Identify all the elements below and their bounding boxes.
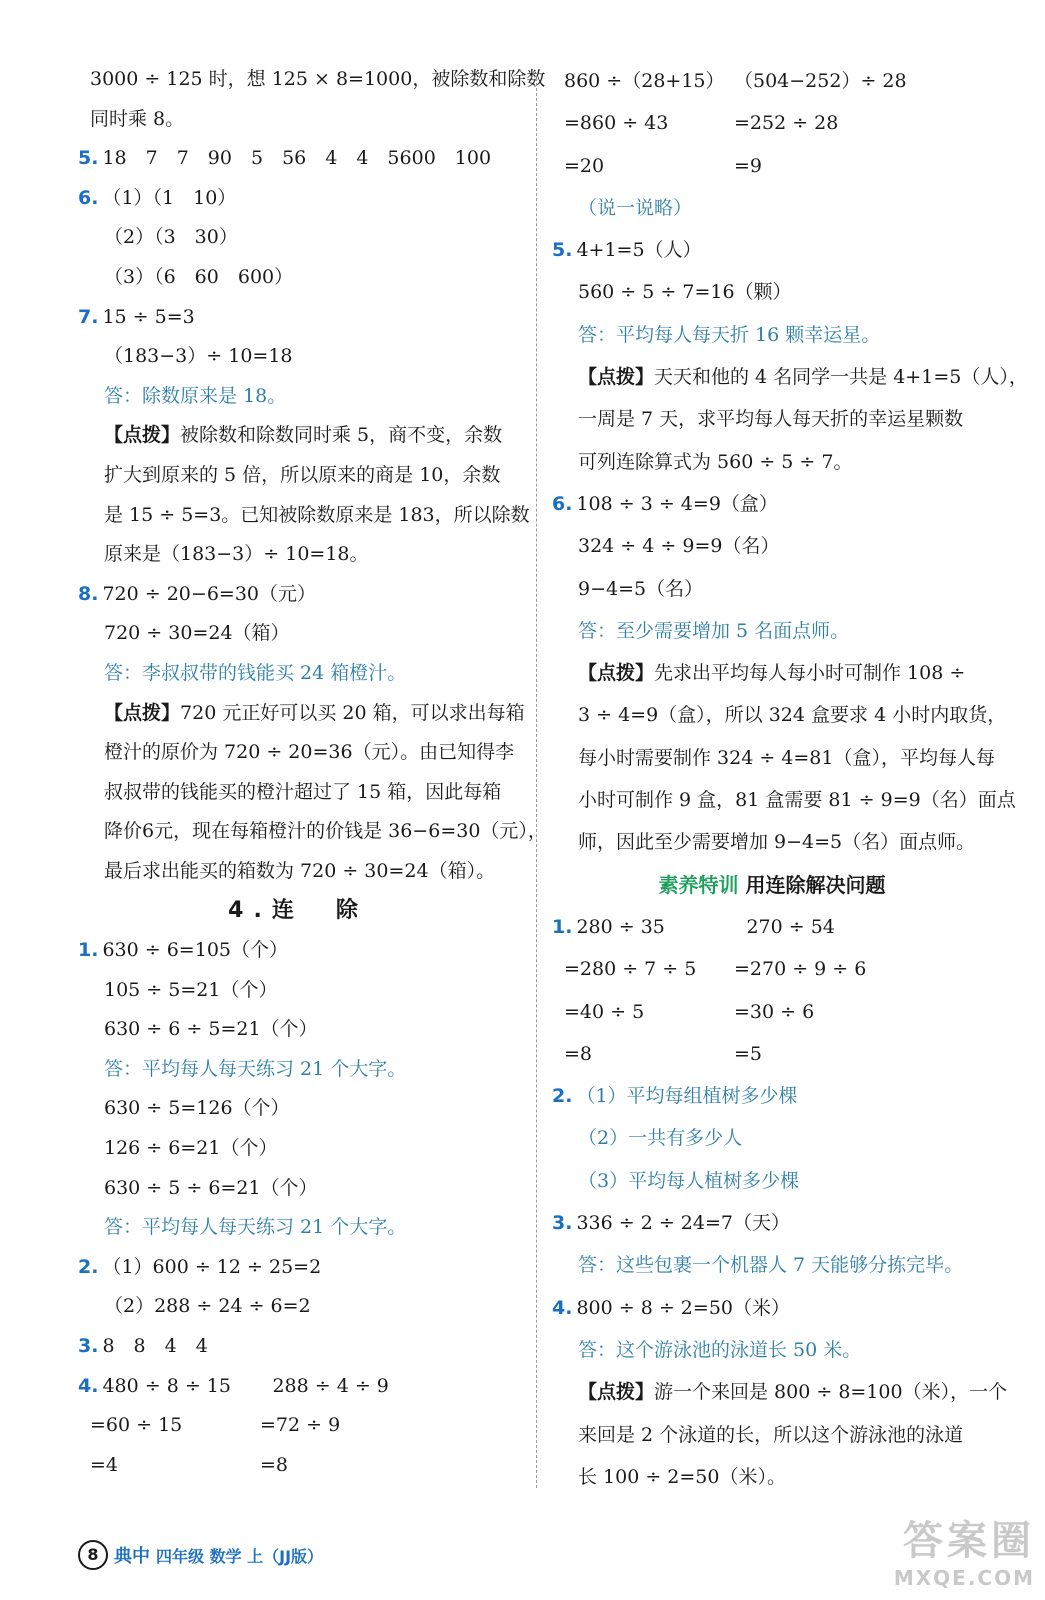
line-text: 630 ÷ 6 ÷ 5=21（个） xyxy=(104,1018,318,1041)
line-text: 答：平均每人每天练习 21 个大字。 xyxy=(104,1216,407,1239)
calc-right: =9 xyxy=(734,154,763,177)
page-footer xyxy=(78,1540,323,1570)
line-text: （1）（1 10） xyxy=(102,186,237,209)
right-line xyxy=(552,398,992,440)
calc-pair xyxy=(90,1446,288,1486)
line-text: 答：平均每人每天折 16 颗幸运星。 xyxy=(578,323,881,346)
left-line xyxy=(78,100,518,140)
line-text: 降价6元，现在每箱橙汁的价钱是 36−6=30（元）， xyxy=(104,820,547,843)
question-number: 7. xyxy=(78,305,99,328)
question-number: 5. xyxy=(78,147,99,170)
line-text: 108 ÷ 3 ÷ 4=9（盒） xyxy=(576,492,778,515)
line-text: 15 ÷ 5=3 xyxy=(102,305,195,328)
question-number: 5. xyxy=(552,239,573,262)
right-line xyxy=(552,1075,992,1117)
question-number: 1. xyxy=(552,915,573,938)
calc-left: =8 xyxy=(564,1042,593,1065)
line-text: 126 ÷ 6=21（个） xyxy=(104,1137,278,1160)
left-line xyxy=(78,139,518,179)
section-title: 4.连 除 xyxy=(228,898,368,924)
line-text: （2）288 ÷ 24 ÷ 6=2 xyxy=(104,1295,311,1318)
calc-right: =72 ÷ 9 xyxy=(260,1414,341,1437)
calc-pair xyxy=(564,145,762,187)
line-text: 长 100 ÷ 2=50（米）。 xyxy=(578,1465,786,1488)
right-line xyxy=(552,991,992,1033)
line-text: 扩大到原来的 5 倍，所以原来的商是 10，余数 xyxy=(104,463,501,486)
site-watermark xyxy=(894,1509,1035,1590)
hint-label: 【点拨】 xyxy=(104,701,181,724)
left-line xyxy=(78,1406,518,1446)
right-line xyxy=(552,187,992,229)
line-text: 原来是（183−3）÷ 10=18。 xyxy=(104,543,369,566)
right-line xyxy=(552,652,992,694)
calc-right: =252 ÷ 28 xyxy=(734,112,839,135)
calc-left: 860 ÷（28+15） xyxy=(564,70,725,92)
left-line xyxy=(78,1248,518,1288)
left-line xyxy=(78,377,518,417)
hint-label: 【点拨】 xyxy=(104,424,181,447)
section-title xyxy=(552,864,992,906)
calc-left: =20 xyxy=(564,154,605,177)
line-text: 324 ÷ 4 ÷ 9=9（名） xyxy=(578,535,780,558)
line-text: 560 ÷ 5 ÷ 7=16（颗） xyxy=(578,281,792,304)
line-text: 是 15 ÷ 5=3。已知被除数原来是 183，所以除数 xyxy=(104,503,530,526)
question-number: 6. xyxy=(78,186,99,209)
left-line xyxy=(78,1446,518,1486)
calc-left: =280 ÷ 7 ÷ 5 xyxy=(564,958,697,981)
left-line xyxy=(78,931,518,971)
line-text: 3000 ÷ 125 时，想 125 × 8=1000，被除数和除数 xyxy=(90,68,546,90)
line-text: 800 ÷ 8 ÷ 2=50（米） xyxy=(576,1296,790,1319)
calc-pair xyxy=(564,1033,762,1075)
line-text: 336 ÷ 2 ÷ 24=7（天） xyxy=(576,1212,790,1235)
right-line xyxy=(552,1033,992,1075)
left-line xyxy=(78,575,518,615)
hint-label: 【点拨】 xyxy=(578,366,655,389)
right-line xyxy=(552,356,1028,398)
line-text: 720 元正好可以买 20 箱，可以求出每箱 xyxy=(180,701,525,724)
left-line xyxy=(78,694,525,734)
calc-right: =8 xyxy=(260,1453,289,1476)
line-text: 答：这些包裹一个机器人 7 天能够分拣完毕。 xyxy=(578,1254,964,1277)
line-text: 9−4=5（名） xyxy=(578,577,704,600)
line-text: 630 ÷ 5=126（个） xyxy=(104,1097,290,1120)
left-line xyxy=(78,416,518,456)
calc-right: =30 ÷ 6 xyxy=(734,1000,815,1023)
line-text: 天天和他的 4 名同学一共是 4+1=5（人）， xyxy=(654,366,1028,389)
line-text: （183−3）÷ 10=18 xyxy=(104,345,293,368)
calc-pair xyxy=(576,906,834,948)
line-text: 答：除数原来是 18。 xyxy=(104,384,287,407)
right-line xyxy=(552,1202,992,1244)
line-text: 同时乘 8。 xyxy=(90,107,185,130)
line-text: （3）平均每人植树多少棵 xyxy=(578,1169,800,1192)
line-text: 答：李叔叔带的钱能买 24 箱橙汁。 xyxy=(104,661,407,684)
line-text: 答：平均每人每天练习 21 个大字。 xyxy=(104,1057,407,1080)
section-title-text: 用连除解决问题 xyxy=(745,872,886,897)
line-text: 师，因此至少需要增加 9−4=5（名）面点师。 xyxy=(578,831,976,854)
calc-left: =860 ÷ 43 xyxy=(564,112,669,135)
left-line xyxy=(78,733,518,773)
right-line xyxy=(552,779,1016,821)
right-line xyxy=(552,1117,992,1159)
watermark-text: 答案圈 xyxy=(903,1518,1035,1564)
line-text: （1）600 ÷ 12 ÷ 25=2 xyxy=(102,1255,322,1278)
line-text: 8 8 4 4 xyxy=(102,1335,208,1357)
left-line xyxy=(78,773,518,813)
right-line xyxy=(552,441,992,483)
calc-pair xyxy=(102,1367,388,1407)
left-line xyxy=(78,1287,518,1327)
line-text: 720 ÷ 20−6=30（元） xyxy=(102,582,316,605)
calc-pair xyxy=(90,1406,340,1446)
right-line xyxy=(552,1160,992,1202)
line-text: 一周是 7 天，求平均每人每天折的幸运星颗数 xyxy=(578,408,964,431)
calc-left: =60 ÷ 15 xyxy=(90,1414,183,1437)
line-text: 720 ÷ 30=24（箱） xyxy=(104,622,290,645)
left-line xyxy=(78,218,518,258)
right-line xyxy=(552,694,1007,736)
right-line xyxy=(552,1371,1008,1413)
left-line xyxy=(78,1367,518,1407)
calc-left: =40 ÷ 5 xyxy=(564,1000,645,1023)
section-tag: 素养特训 xyxy=(658,872,739,897)
left-line xyxy=(78,812,547,852)
line-text: 先求出平均每人每小时可制作 108 ÷ xyxy=(654,662,966,685)
line-text: 叔叔带的钱能买的橙汁超过了 15 箱，因此每箱 xyxy=(104,780,502,803)
left-line xyxy=(78,1089,518,1129)
right-line xyxy=(552,483,992,525)
right-line xyxy=(552,1244,992,1286)
right-line xyxy=(552,102,992,144)
line-text: 被除数和除数同时乘 5，商不变，余数 xyxy=(180,424,503,447)
left-line xyxy=(78,1050,518,1090)
left-line xyxy=(78,1327,518,1367)
right-line xyxy=(552,1414,992,1456)
line-text: （2）一共有多少人 xyxy=(578,1127,743,1150)
line-text: 游一个来回是 800 ÷ 8=100（米），一个 xyxy=(654,1381,1008,1404)
right-line xyxy=(552,610,992,652)
line-text: 可列连除算式为 560 ÷ 5 ÷ 7。 xyxy=(578,450,853,473)
calc-right: 288 ÷ 4 ÷ 9 xyxy=(272,1374,389,1397)
line-text: （说一说略） xyxy=(578,196,693,219)
right-line xyxy=(552,737,995,779)
right-line xyxy=(552,1287,992,1329)
line-text: （2）（3 30） xyxy=(104,226,238,249)
right-line xyxy=(552,271,992,313)
question-number: 4. xyxy=(78,1374,99,1397)
line-text: 18 7 7 90 5 56 4 4 5600 100 xyxy=(102,147,492,170)
right-column xyxy=(552,60,1028,1498)
calc-pair xyxy=(564,948,866,990)
calc-right: 270 ÷ 54 xyxy=(746,915,835,938)
page-number: 8 xyxy=(78,1540,108,1570)
left-line xyxy=(78,852,518,892)
line-text: 答：这个游泳池的泳道长 50 米。 xyxy=(578,1338,862,1361)
column-divider xyxy=(536,78,537,1488)
left-line xyxy=(78,179,518,219)
right-line xyxy=(552,314,992,356)
right-line xyxy=(552,1329,992,1371)
question-number: 8. xyxy=(78,582,99,605)
calc-pair xyxy=(564,60,907,102)
right-line xyxy=(552,60,992,102)
right-line xyxy=(552,145,992,187)
left-line xyxy=(78,1129,518,1169)
line-text: 来回是 2 个泳道的长，所以这个游泳池的泳道 xyxy=(578,1423,964,1446)
question-number: 3. xyxy=(78,1335,99,1357)
line-text: 4+1=5（人） xyxy=(576,239,702,262)
right-line xyxy=(552,1456,992,1498)
calc-left: 480 ÷ 8 ÷ 15 xyxy=(102,1374,231,1397)
left-line xyxy=(78,298,518,338)
publisher-logo: 典中 xyxy=(114,1546,150,1567)
watermark-url: MXQE.COM xyxy=(893,1566,1035,1590)
line-text: 105 ÷ 5=21（个） xyxy=(104,978,278,1001)
calc-pair xyxy=(564,102,838,144)
calc-right: （504−252）÷ 28 xyxy=(734,70,907,92)
right-line xyxy=(552,568,992,610)
line-text: （3）（6 60 600） xyxy=(104,265,294,288)
line-text: 3 ÷ 4=9（盒），所以 324 盒要求 4 小时内取货， xyxy=(578,704,1007,727)
calc-left: 280 ÷ 35 xyxy=(576,915,665,938)
left-line xyxy=(78,337,518,377)
line-text: 每小时需要制作 324 ÷ 4=81（盒），平均每人每 xyxy=(578,746,995,769)
question-number: 4. xyxy=(552,1296,573,1319)
left-line xyxy=(78,614,518,654)
calc-left: =4 xyxy=(90,1453,119,1476)
left-line xyxy=(78,496,530,536)
left-line xyxy=(78,654,518,694)
line-text: 630 ÷ 5 ÷ 6=21（个） xyxy=(104,1176,318,1199)
question-number: 2. xyxy=(78,1255,99,1278)
right-line xyxy=(552,948,992,990)
line-text: 最后求出能买的箱数为 720 ÷ 30=24（箱）。 xyxy=(104,859,496,882)
calc-pair xyxy=(564,991,814,1033)
left-line xyxy=(78,258,518,298)
right-line xyxy=(552,525,992,567)
calc-right: =270 ÷ 9 ÷ 6 xyxy=(734,958,867,981)
line-text: 答：至少需要增加 5 名面点师。 xyxy=(578,619,850,642)
question-number: 2. xyxy=(552,1085,573,1108)
right-line xyxy=(552,229,992,271)
hint-label: 【点拨】 xyxy=(578,1381,655,1404)
left-line xyxy=(78,535,518,575)
right-line xyxy=(552,821,992,863)
line-text: （1）平均每组植树多少棵 xyxy=(576,1085,798,1108)
left-line xyxy=(78,1169,518,1209)
question-number: 3. xyxy=(552,1212,573,1235)
line-text: 橙汁的原价为 720 ÷ 20=36（元）。由已知得李 xyxy=(104,741,515,764)
line-text: 630 ÷ 6=105（个） xyxy=(102,939,288,962)
left-column xyxy=(78,60,547,1485)
question-number: 1. xyxy=(78,939,99,962)
question-number: 6. xyxy=(552,492,573,515)
left-line xyxy=(78,971,518,1011)
book-title: 四年级 数学 上（JJ版） xyxy=(156,1546,324,1566)
left-line xyxy=(78,1010,518,1050)
calc-right: =5 xyxy=(734,1042,763,1065)
left-line xyxy=(78,60,546,100)
right-line xyxy=(552,906,992,948)
left-line xyxy=(78,1208,518,1248)
left-line xyxy=(78,456,518,496)
hint-label: 【点拨】 xyxy=(578,662,655,685)
line-text: 小时可制作 9 盒，81 盒需要 81 ÷ 9=9（名）面点 xyxy=(578,789,1016,812)
